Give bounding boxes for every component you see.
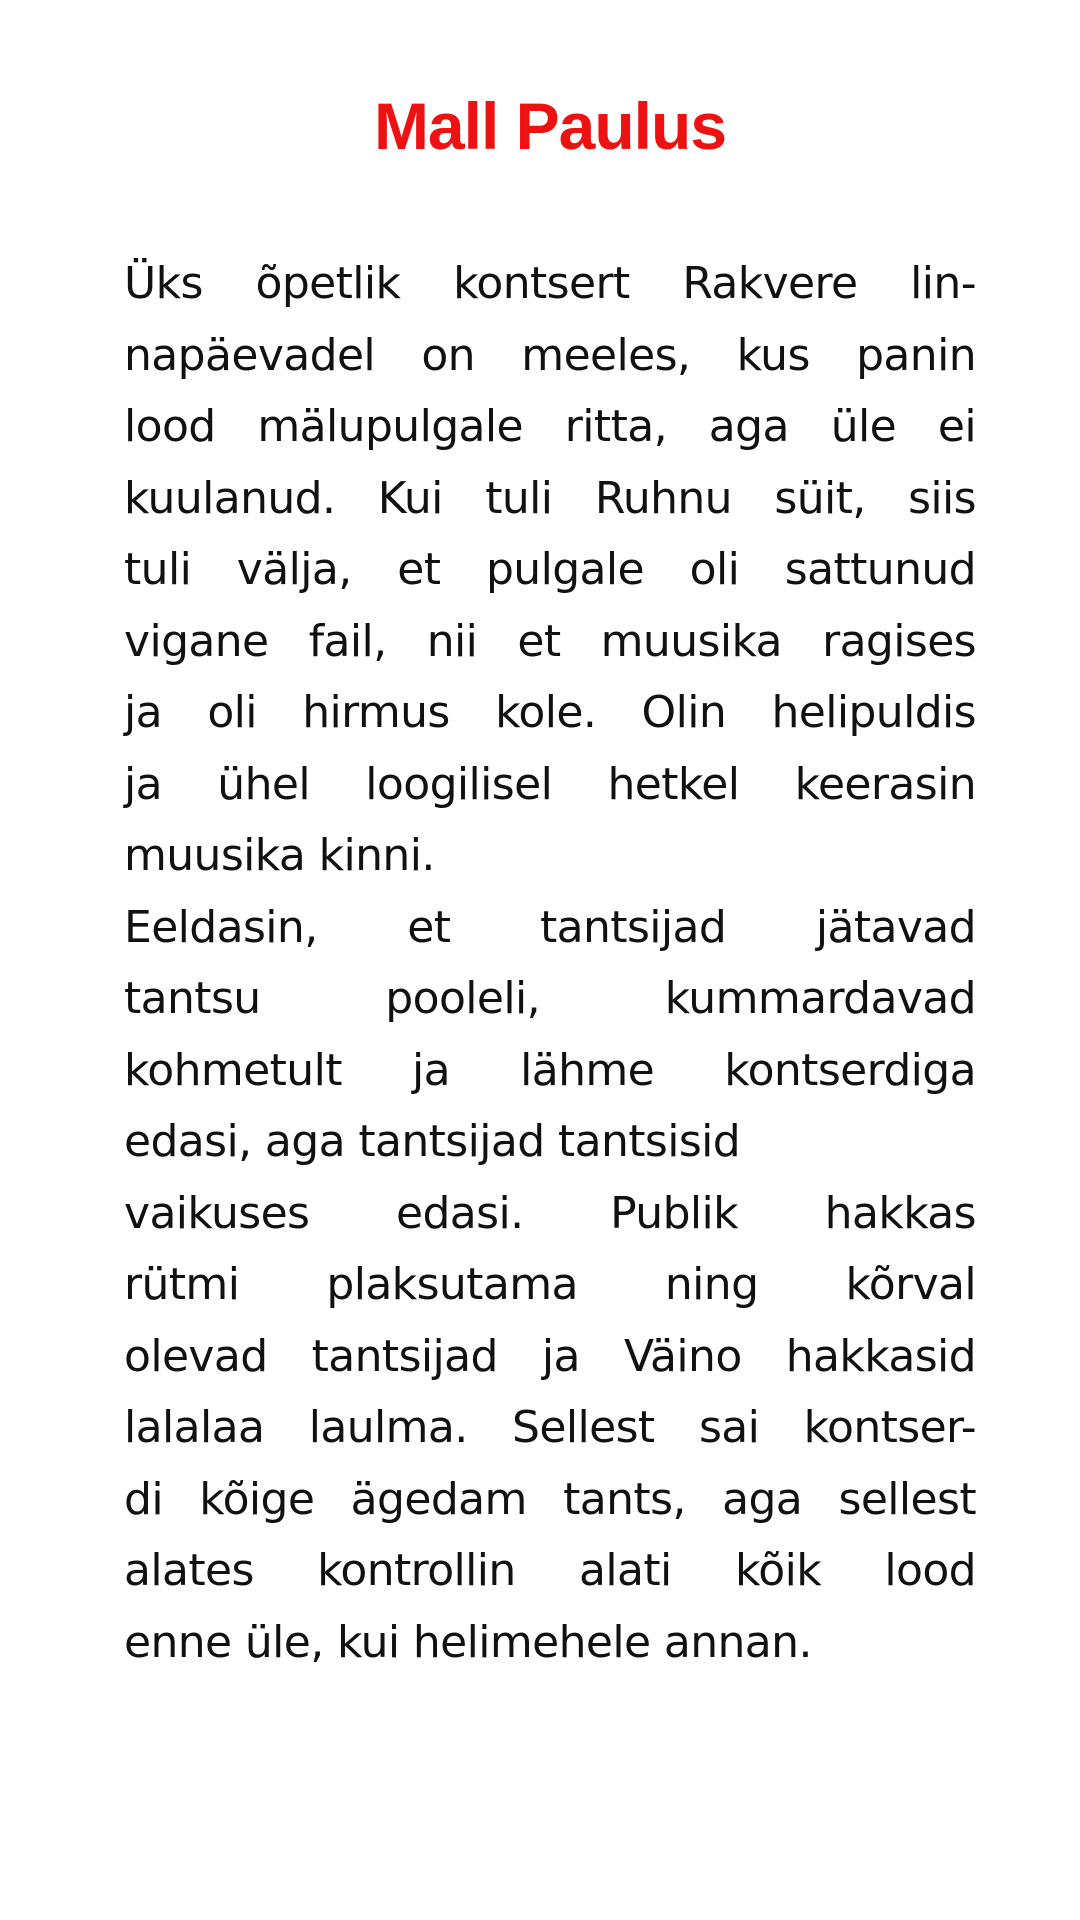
text-line: muusika kinni. xyxy=(124,830,435,881)
text-line: di kõige ägedam tants, aga sellest xyxy=(124,1473,976,1525)
text-line: ja ühel loogilisel hetkel keerasin xyxy=(124,758,976,810)
text-line: ja oli hirmus kole. Olin helipuldis xyxy=(124,687,976,738)
text-line: lalalaa laulma. Sellest sai kontser- xyxy=(124,1402,976,1453)
text-line: enne üle, kui helimehele annan. xyxy=(124,1616,812,1668)
text-line: tantsu pooleli, kummardavad xyxy=(124,973,976,1024)
text-line: kohmetult ja lähme kontserdiga xyxy=(124,1044,976,1096)
text-line: tuli välja, et pulgale oli sattunud xyxy=(124,544,976,595)
text-line: edasi, aga tantsijad tantsisid xyxy=(124,1116,741,1167)
text-line: Eeldasin, et tantsijad jätavad xyxy=(124,901,976,953)
text-line: Üks õpetlik kontsert Rakvere lin- xyxy=(124,258,976,309)
text-line: vigane fail, nii et muusika ragises xyxy=(124,615,976,667)
text-line: vaikuses edasi. Publik hakkas xyxy=(124,1187,976,1239)
text-line: napäevadel on meeles, kus panin xyxy=(124,329,976,381)
paragraph-1 xyxy=(124,248,976,892)
text-line: kuulanud. Kui tuli Ruhnu süit, siis xyxy=(124,472,976,524)
text-line: alates kontrollin alati kõik lood xyxy=(124,1545,976,1596)
story-text xyxy=(124,248,976,1678)
text-line: lood mälupulgale ritta, aga üle ei xyxy=(124,401,976,452)
paragraph-3 xyxy=(124,1178,976,1679)
text-line: rütmi plaksutama ning kõrval xyxy=(124,1259,976,1310)
author-name: Mall Paulus xyxy=(373,89,727,163)
paragraph-2 xyxy=(124,892,976,1178)
text-line: olevad tantsijad ja Väino hakkasid xyxy=(124,1330,976,1382)
